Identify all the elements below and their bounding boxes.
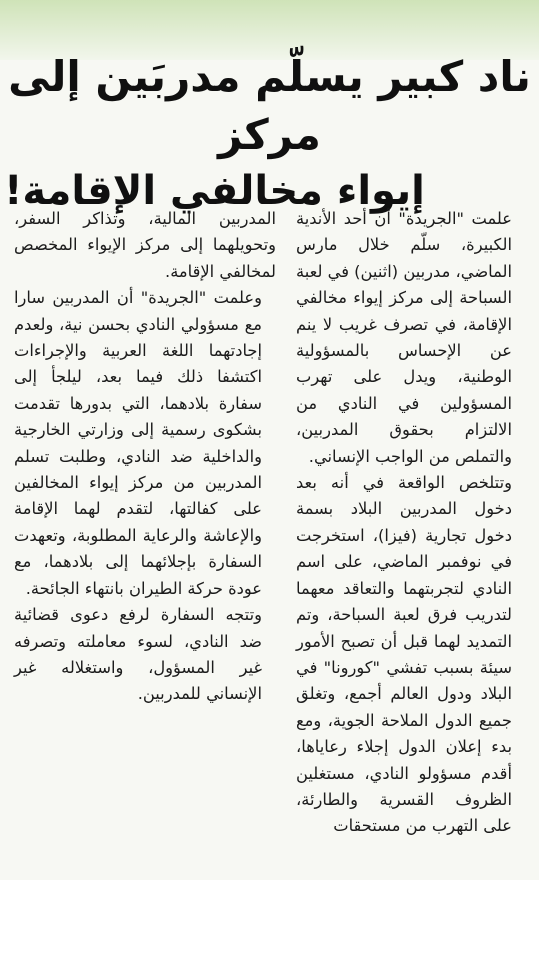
article-paragraph: وتتجه السفارة لرفع دعوى قضائية ضد النادي، لسوء معاملته وتصرفه غير المسؤول، واستغلاله غير الإنساني للمدربين. <box>14 605 262 704</box>
article-column-right <box>296 206 526 840</box>
article-paragraph: وعلمت "الجريدة" أن المدربين سارا مع مسؤولي النادي بحسن نية، ولعدم إجادتهما اللغة العربية والإجراءات اكتشفا ذلك فيما بعد، ليلجأ إلى سفارة بلادهما، التي بدورها تقدمت بشكوى رسمية إلى وزارتي الخارجية والداخلية ضد النادي، وطلبت تسلم المدربين من مركز إيواء المخالفين على كفالتها، لتقدم لهما الإقامة والإعاشة والرعاية المطلوبة، وتعهدت السفارة بإجلائهما إلى بلادهما، مع عودة حركة الطيران بانتهاء الجائحة. <box>14 288 262 598</box>
article-paragraph: علمت "الجريدة" أن أحد الأندية الكبيرة، سلّم خلال مارس الماضي، مدربين (اثنين) في لعبة السباحة إلى مركز إيواء مخالفي الإقامة، في تصرف غريب لا ينم عن الإحساس بالمسؤولية الوطنية، ويدل على تهرب المسؤولين في النادي من الالتزام بحقوق المدربين، والتملص من الواجب الإنساني. <box>296 209 512 466</box>
article-paragraph: وتتلخص الواقعة في أنه بعد دخول المدربين البلاد بسمة دخول تجارية (فيزا)، استخرجت في نوفمبر الماضي، على اسم النادي لتجربتهما والتعاقد معهما لتدريب فرق لعبة السباحة، وتم التمديد لهما قبل أن تصبح الأمور سيئة بسبب تفشي "كورونا" في البلاد ودول العالم أجمع، وتغلق جميع الدول الملاحة الجوية، ومع بدء إعلان الدول إجلاء رعاياها، أقدم مسؤولو النادي، مستغلين الظروف القسرية والطارئة، على التهرب من مستحقات <box>296 473 512 836</box>
headline-line-1: ناد كبير يسلّم مدربَين إلى مركز <box>8 52 531 159</box>
headline <box>0 48 539 218</box>
article-column-left <box>14 206 276 708</box>
headline-line-2: إيواء مخالفي الإقامة! <box>4 168 425 214</box>
article-paragraph: المدربين المالية، وتذاكر السفر، وتحويلهما إلى مركز الإيواء المخصص لمخالفي الإقامة. <box>14 209 276 281</box>
